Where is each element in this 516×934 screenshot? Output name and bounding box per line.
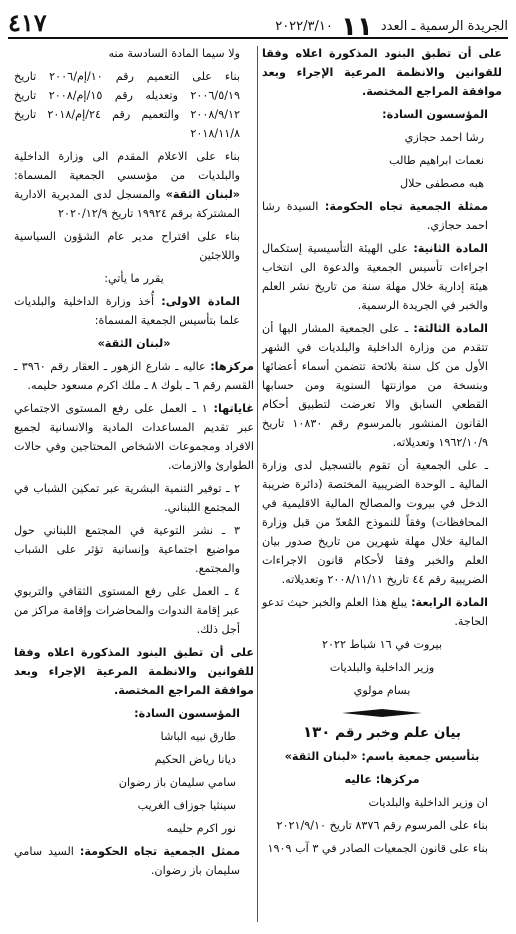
- founder-name: طارق نبيه الباشا: [160, 730, 236, 743]
- clause-paragraph: على أن تطبق البنود المذكورة اعلاه وفقا للقوانين والانظمة المرعية الإجراء وبعد موافقة المراجع المختصة.: [262, 47, 502, 98]
- government-representative: ممثل الجمعية تجاه الحكومة: السيد سامي سليمان باز رضوان.: [14, 845, 240, 877]
- announcement-subtitle: بتأسيس جمعية باسم: «لبنان الثقة»: [284, 750, 480, 763]
- goal-item: ٤ ـ العمل على رفع المستوى الثقافي والتربوي عبر إقامة الندوات والمحاضرات وإقامة مراكز من أجل ذلك.: [14, 585, 240, 636]
- founder-name: نور اكرم حليمه: [166, 822, 236, 835]
- intro-line: بناء على المرسوم رقم ٨٣٧٦ تاريخ ٢٠٢١/٩/١٠: [276, 819, 488, 832]
- minister-name: بسام مولوي: [353, 684, 411, 697]
- article-one: المادة الاولى: أُخذ وزارة الداخلية والبلديات علما بتأسيس الجمعية المسماة:: [14, 295, 240, 327]
- page-header: [8, 6, 508, 42]
- separator-ornament: [262, 704, 502, 723]
- page-number: ٤١٧: [8, 8, 47, 37]
- goals: غاياتها: ١ ـ العمل على رفع المستوى الاجتماعي عبر تقديم المساعدات المادية والانسانية لجميع الافراد ومجموعات الاشخاص المحتاجين وفي حالات الطوارئ والازمات.: [14, 402, 254, 472]
- legal-basis: بناء على الاعلام المقدم الى وزارة الداخلية والبلديات من مؤسسي الجمعية المسماة: «لبنان الثقة» والمسجل لدى المديرية الادارية المشتركة برقم ١٩٩٢٤ تاريخ ٢٠٢٠/١٢/٩: [14, 150, 240, 220]
- announcement-headquarters: مركزها: عاليه: [344, 773, 420, 786]
- legal-basis: ولا سيما المادة السادسة منه: [108, 47, 240, 60]
- right-column: [262, 44, 502, 862]
- article-four: المادة الرابعة: يبلغ هذا العلم والخبر حيث تدعو الحاجة.: [262, 596, 489, 628]
- article-three-b: ـ على الجمعية أن تقوم بالتسجيل لدى وزارة المالية ـ الوحدة الضريبية المختصة (دائرة ضريبة الدخل في بيروت والمصالح المالية الاقليمية في المحافظات) وفقاً للنموذج المُعدّ من قبل وزارة المالية خلال مهلة شهرين من تاريخ صدور بيان العلم والخبر وفقا لأحكام قانون الاجراءات الضريبية رقم ٤٤ تاريخ ٢٠٠٨/١١/١١ وتعديلاته.: [262, 459, 488, 586]
- announcement-title: بيان علم وخبر رقم ١٣٠: [303, 723, 461, 741]
- founders-heading: المؤسسون السادة:: [134, 707, 240, 720]
- clause-paragraph: على أن تطبق البنود المذكورة اعلاه وفقا للقوانين والانظمة المرعية الإجراء وبعد موافقة المراجع المختصة.: [14, 646, 254, 697]
- article-two: المادة الثانية: على الهيئة التأسيسية إستكمال اجراءات تأسيس الجمعية والدعوة الى انتخاب هيئة إدارية خلال مهلة سنة من تاريخ نشر العلم والخبر في الجريدة الرسمية.: [262, 242, 488, 312]
- founder-name: ديانا رياض الحكيم: [154, 753, 236, 766]
- founders-heading: المؤسسون السادة:: [382, 108, 488, 121]
- legal-basis: بناء على اقتراح مدير عام الشؤون السياسية واللاجئين: [14, 230, 240, 262]
- intro-line: ان وزير الداخلية والبلديات: [368, 796, 488, 809]
- place-date: بيروت في ١٦ شباط ٢٠٢٢: [321, 638, 443, 651]
- gazette-name: الجريدة الرسمية ـ العدد: [380, 19, 508, 34]
- founder-name: رشا احمد حجازي: [404, 131, 484, 144]
- legal-basis: بناء على التعميم رقم ١٠/إم/٢٠٠٦ تاريخ ٢٠٠٦/٥/١٩ وتعديله رقم ١٥/إم/٢٠٠٨ تاريخ ٢٠٠٨/٩/١٢ والتعميم رقم ٢٤/إم/٢٠١٨ تاريخ ٢٠١٨/١١/٨: [14, 70, 240, 140]
- decides-heading: يقرر ما يأتي:: [104, 272, 164, 285]
- founder-name: سينثيا جوزاف الغريب: [137, 799, 236, 812]
- goal-item: ٢ ـ توفير التنمية البشرية عبر تمكين الشباب في المجتمع اللبناني.: [14, 482, 240, 514]
- header-rule: [8, 37, 508, 39]
- headquarters: مركزها: عاليه ـ شارع الزهور ـ العقار رقم ٣٩٦٠ ـ القسم رقم ٦ ـ بلوك ٨ ـ ملك اكرم مسعود حليمه.: [14, 360, 254, 392]
- founder-name: هبه مصطفى حلال: [400, 177, 484, 190]
- left-column: [14, 44, 254, 884]
- issue-number: ١١: [341, 12, 373, 42]
- founder-name: نعمات ابراهيم طالب: [389, 154, 484, 167]
- association-name: «لبنان الثقة»: [97, 337, 171, 350]
- minister-title: وزير الداخلية والبلديات: [329, 661, 435, 674]
- founder-name: سامي سليمان باز رضوان: [118, 776, 236, 789]
- intro-line: بناء على قانون الجمعيات الصادر في ٣ آب ١٩٠٩: [267, 842, 488, 855]
- issue-date: ٢٠٢٢/٣/١٠: [275, 19, 333, 34]
- column-divider: [257, 46, 258, 922]
- government-representative: ممثلة الجمعية تجاه الحكومة: السيدة رشا احمد حجازي.: [262, 200, 489, 232]
- goal-item: ٣ ـ نشر التوعية في المجتمع اللبناني حول مواضيع اجتماعية وإنسانية تؤثر على الشباب والمجتمع.: [14, 524, 240, 575]
- article-three: المادة الثالثة: ـ على الجمعية المشار اليها أن تتقدم من وزارة الداخلية والبلديات في الشهر الأول من كل سنة بلائحة تتضمن أسماء أعضائها وبنسخة من موازنتها السنوية ومن حسابها القطعي السابق والا تعرضت لتطبيق أحكام القانون المنشور بالمرسوم رقم ١٠٨٣٠ تاريخ ١٩٦٢/١٠/٩ وتعديلاته.: [262, 322, 488, 449]
